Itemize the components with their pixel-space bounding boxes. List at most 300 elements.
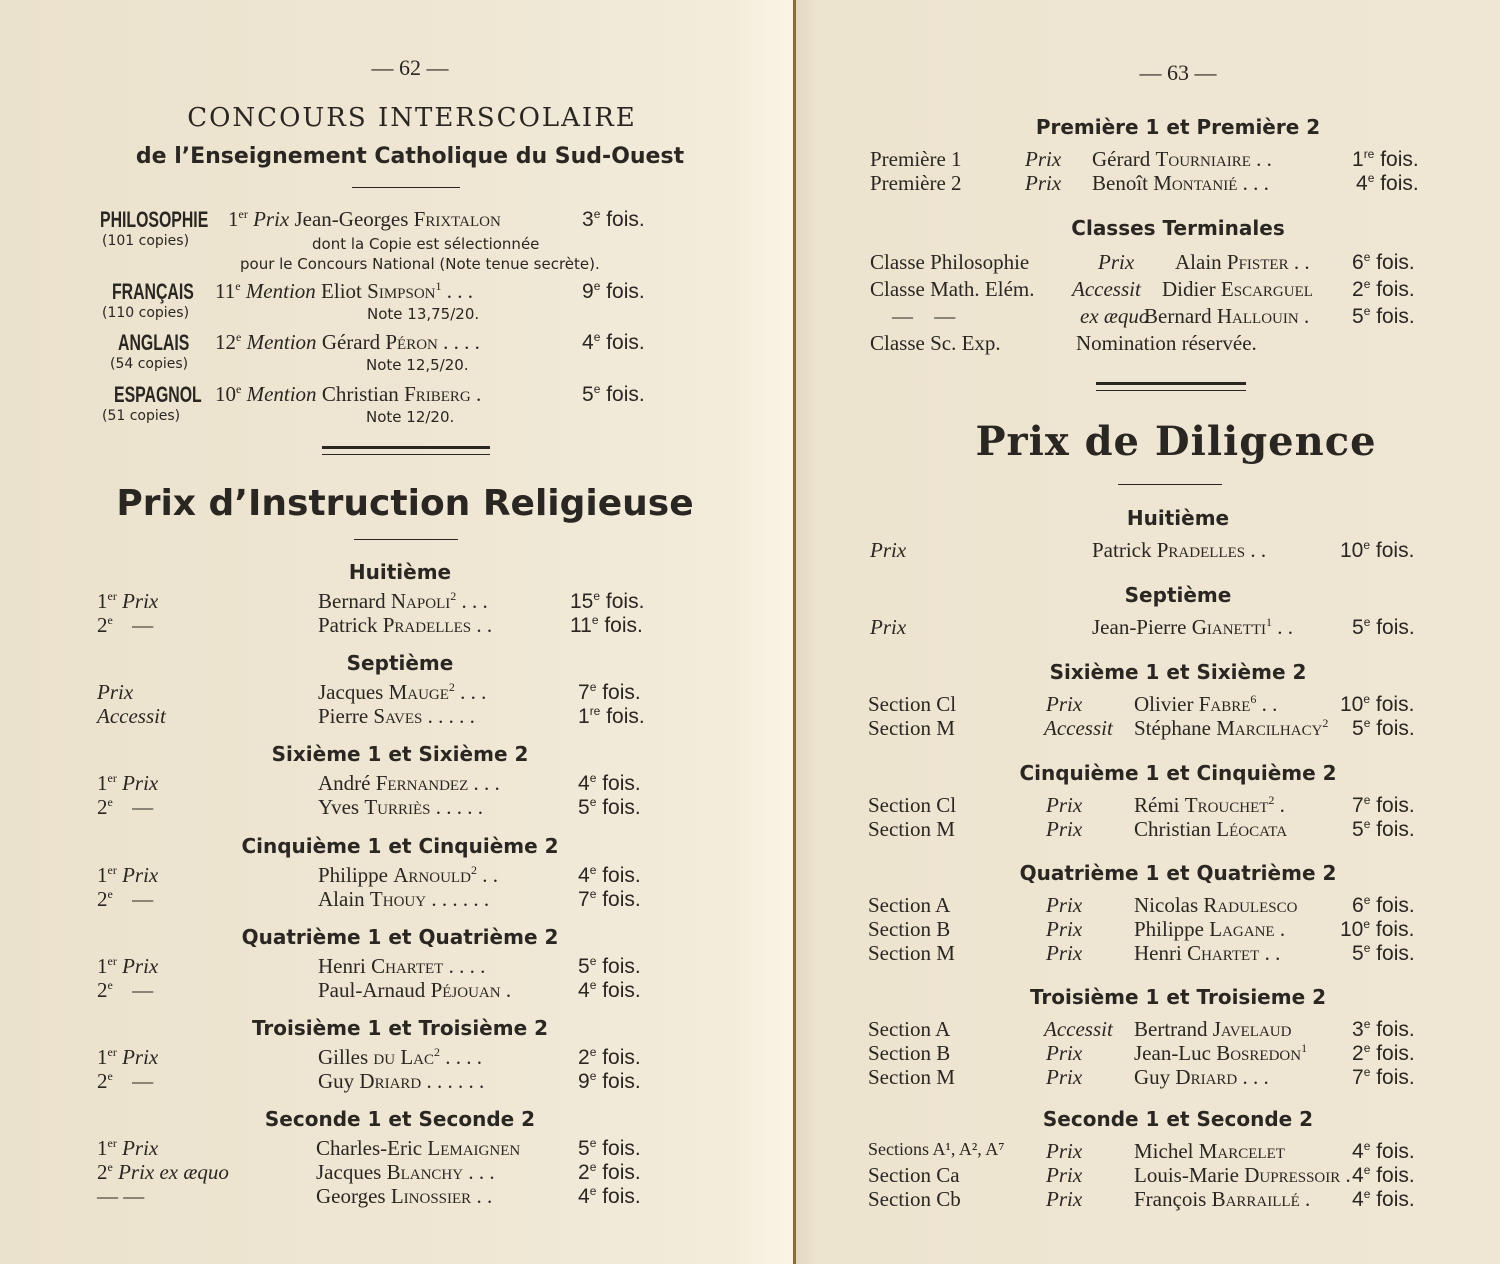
section-heading: Cinquième 1 et Cinquième 2 — [241, 834, 559, 858]
rank: 1 — [97, 863, 108, 887]
page-number: — 63 — — [1139, 60, 1217, 85]
count-suffix: re — [1363, 147, 1375, 161]
award-label — [97, 1045, 158, 1070]
fois-label: fois. — [602, 1137, 641, 1160]
count: 4 — [578, 772, 590, 795]
award-label — [97, 1184, 144, 1209]
rank: 2 — [97, 1069, 108, 1093]
section-heading: Sixième 1 et Sixième 2 — [271, 742, 529, 766]
count-suffix: e — [1363, 793, 1371, 807]
count-suffix: re — [589, 704, 601, 718]
count-suffix: e — [589, 863, 597, 877]
last-name: Fabre — [1198, 692, 1251, 716]
last-name: Simpson — [367, 279, 436, 303]
footnote-ref: 1 — [1266, 615, 1273, 629]
rank-suffix: e — [107, 978, 113, 992]
grade-note: Note 12/20. — [366, 408, 455, 426]
fois-label: fois. — [1376, 1066, 1415, 1089]
times-awarded — [1352, 1139, 1415, 1164]
times-awarded — [1352, 1065, 1415, 1090]
award-label — [97, 887, 153, 912]
leader-dots: . . . — [468, 1160, 495, 1184]
fois-label: fois. — [605, 590, 645, 613]
count: 3 — [582, 208, 594, 231]
last-name: Radulesco — [1203, 893, 1298, 917]
times-awarded — [1352, 250, 1415, 275]
rank: 2 — [97, 613, 108, 637]
section-heading: Quatrième 1 et Quatrième 2 — [1019, 861, 1337, 885]
last-name: Driard — [1175, 1065, 1238, 1089]
footnote-ref: 1 — [435, 279, 442, 293]
first-name: Gilles — [318, 1045, 369, 1069]
award-label — [97, 1160, 229, 1185]
leader-dots: . . . — [1242, 1065, 1269, 1089]
award: Accessit — [97, 704, 166, 728]
count: 2 — [578, 1046, 590, 1069]
award: — — [132, 795, 154, 819]
first-name: Georges — [316, 1184, 386, 1208]
first-name: Guy — [318, 1069, 355, 1093]
last-name: Gianetti — [1191, 615, 1267, 639]
leader-dots: . . . — [446, 279, 474, 303]
first-name: Stéphane — [1134, 716, 1211, 740]
fois-label: fois. — [1376, 942, 1415, 965]
diligence-title: Prix de Diligence — [975, 418, 1377, 465]
count-suffix: e — [1363, 277, 1371, 291]
class-label: Première 2 — [870, 171, 962, 195]
page-63 — [796, 0, 1500, 1264]
award: Prix — [870, 615, 907, 639]
fois-label: fois. — [602, 979, 641, 1002]
last-name: Hallouin — [1216, 304, 1299, 328]
award-label — [97, 589, 158, 614]
count-suffix: e — [1363, 941, 1371, 955]
count: 10 — [1340, 539, 1364, 562]
count-suffix: e — [1363, 692, 1371, 706]
concours-subtitle: de l’Enseignement Catholique du Sud-Ouest — [135, 144, 685, 169]
fois-label: fois. — [602, 1161, 641, 1184]
last-name: Dupressoir — [1244, 1163, 1341, 1187]
first-name: Patrick — [1092, 538, 1152, 562]
count-suffix: e — [1363, 1041, 1371, 1055]
last-name: Blanchy — [386, 1160, 464, 1184]
first-name: Michel — [1134, 1139, 1194, 1163]
subject-label — [118, 330, 217, 356]
section-label: Section M — [868, 1065, 955, 1089]
student-name — [318, 954, 485, 979]
fois-label: fois. — [1376, 794, 1415, 817]
section-heading: Seconde 1 et Seconde 2 — [1042, 1107, 1314, 1131]
count: 4 — [578, 1185, 590, 1208]
count-suffix: e — [589, 978, 597, 992]
rank-suffix: er — [107, 589, 117, 603]
first-name: Christian — [1134, 817, 1211, 841]
first-name: Gérard — [321, 330, 381, 354]
award-label — [97, 680, 133, 705]
subject: ANGLAIS — [118, 330, 190, 355]
last-name: Turriès — [364, 795, 431, 819]
copy-note: dont la Copie est sélectionnée — [312, 235, 540, 253]
fois-label: fois. — [1376, 278, 1415, 301]
grade-note: Note 13,75/20. — [367, 305, 480, 323]
count: 1 — [578, 705, 590, 728]
award: Prix — [1046, 1065, 1083, 1089]
section-label: Section A — [868, 1017, 951, 1041]
student-name — [1134, 817, 1287, 842]
last-name: Linossier — [390, 1184, 472, 1208]
section-label: Section M — [868, 817, 955, 841]
first-name: Charles-Eric — [316, 1136, 423, 1160]
section-heading: Quatrième 1 et Quatrième 2 — [241, 925, 559, 949]
times-awarded — [1352, 941, 1415, 966]
count: 5 — [1352, 305, 1364, 328]
first-name: Benoît — [1092, 171, 1148, 195]
award-line — [215, 330, 480, 355]
student-name — [1134, 1163, 1351, 1188]
first-name: Eliot — [321, 279, 362, 303]
times-awarded — [1352, 147, 1419, 172]
count-suffix: e — [593, 589, 601, 603]
first-name: Louis-Marie — [1134, 1163, 1239, 1187]
student-name — [1134, 1065, 1269, 1090]
award-label — [97, 863, 158, 888]
award: Prix — [1046, 1187, 1083, 1211]
first-name: Nicolas — [1134, 893, 1199, 917]
leader-dots: . . . . — [448, 954, 486, 978]
rank: 1 — [97, 589, 108, 613]
footnote-ref: 2 — [1322, 716, 1329, 730]
leader-dots: . . . . . . — [431, 887, 490, 911]
first-name: Bertrand — [1134, 1017, 1208, 1041]
fois-label: fois. — [1380, 172, 1419, 195]
fois-label: fois. — [1376, 818, 1415, 841]
copy-note: pour le Concours National (Note tenue secrète). — [240, 255, 600, 273]
count-suffix: e — [1363, 917, 1371, 931]
student-name — [1144, 304, 1309, 329]
double-divider — [322, 446, 490, 455]
count: 3 — [1352, 1018, 1364, 1041]
count: 4 — [1352, 1140, 1364, 1163]
divider — [354, 539, 458, 540]
student-name — [318, 863, 498, 888]
times-awarded — [578, 680, 641, 705]
leader-dots: . . — [1261, 692, 1278, 716]
section-heading: Huitième — [348, 560, 452, 584]
count-suffix: e — [589, 954, 597, 968]
count: 2 — [1352, 278, 1364, 301]
count-suffix: e — [1363, 1065, 1371, 1079]
count-suffix: e — [1363, 893, 1371, 907]
first-name: Philippe — [318, 863, 389, 887]
count: 5 — [578, 796, 590, 819]
times-awarded — [570, 589, 644, 614]
leader-dots: . . . . . — [427, 704, 475, 728]
count-suffix: e — [593, 330, 601, 344]
award: ex æquo — [1080, 304, 1150, 328]
section-heading: Classes Terminales — [1071, 216, 1285, 240]
copies-count: (54 copies) — [110, 356, 189, 372]
award: Accessit — [1044, 1017, 1113, 1041]
rank: 1 — [97, 954, 108, 978]
divider — [352, 187, 460, 188]
award: Prix — [1098, 250, 1135, 274]
times-awarded — [570, 613, 643, 638]
footnote-ref: 2 — [1268, 793, 1275, 807]
count: 5 — [1352, 942, 1364, 965]
award-label — [97, 978, 153, 1003]
section-heading: Première 1 et Première 2 — [1035, 115, 1321, 139]
award: Prix — [253, 207, 290, 231]
footnote-ref: 2 — [448, 680, 455, 694]
award: Prix — [1046, 1041, 1083, 1065]
section-heading: Septième — [346, 651, 454, 675]
section-label: Section Cl — [868, 793, 957, 817]
first-name: Pierre — [318, 704, 369, 728]
rank-suffix: e — [235, 279, 241, 293]
count-suffix: e — [589, 887, 597, 901]
first-name: Bernard — [1144, 304, 1212, 328]
section-label: Sections A¹, A², A⁷ — [868, 1139, 1005, 1159]
count: 4 — [1352, 1188, 1364, 1211]
fois-label: fois. — [1376, 616, 1415, 639]
student-name — [318, 1069, 484, 1094]
rank-suffix: er — [107, 954, 117, 968]
leader-dots: . . . . . . — [426, 1069, 485, 1093]
count-suffix: e — [591, 613, 599, 627]
count: 9 — [578, 1070, 590, 1093]
rank: 1 — [228, 207, 239, 231]
fois-label: fois. — [1376, 1164, 1415, 1187]
student-name — [1134, 1017, 1291, 1042]
student-name — [318, 978, 511, 1003]
section-label: Section M — [868, 716, 955, 740]
last-name: Bosredon — [1216, 1041, 1302, 1065]
rank: 2 — [97, 1160, 108, 1184]
first-name: Jean-Luc — [1134, 1041, 1211, 1065]
leader-dots: . . — [1293, 250, 1310, 274]
first-name: François — [1134, 1187, 1207, 1211]
student-name — [318, 613, 492, 638]
fois-label: fois. — [602, 864, 641, 887]
student-name — [316, 1184, 492, 1209]
leader-dots: . . . — [1242, 171, 1269, 195]
footnote-ref: 6 — [1250, 692, 1257, 706]
last-name: Péron — [385, 330, 438, 354]
first-name: Jacques — [318, 680, 384, 704]
count: 4 — [578, 979, 590, 1002]
times-awarded — [1352, 1041, 1415, 1066]
award-line — [228, 207, 501, 232]
leader-dots: . . — [1256, 147, 1272, 171]
count: 5 — [578, 1137, 590, 1160]
times-awarded — [582, 330, 645, 355]
last-name: Trouchet — [1184, 793, 1269, 817]
count-suffix: e — [589, 1160, 597, 1174]
count-suffix: e — [1363, 817, 1371, 831]
first-name: André — [318, 771, 371, 795]
times-awarded — [578, 1136, 641, 1161]
student-name — [316, 1160, 495, 1185]
leader-dots: . — [1303, 304, 1310, 328]
student-name — [318, 795, 483, 820]
student-name — [1134, 917, 1285, 942]
last-name: Mauge — [388, 680, 449, 704]
subject-label — [112, 279, 226, 305]
section-label: Section B — [868, 1041, 951, 1065]
rank: 1 — [97, 1045, 108, 1069]
award-line — [215, 382, 481, 407]
fois-label: fois. — [602, 888, 641, 911]
times-awarded — [1352, 1187, 1415, 1212]
count: 2 — [1352, 1042, 1364, 1065]
award: Prix — [97, 680, 134, 704]
rank-suffix: e — [107, 1160, 113, 1174]
count-suffix: e — [589, 771, 597, 785]
last-name: Péjouan — [430, 978, 501, 1002]
first-name: Jean-Georges — [294, 207, 409, 231]
last-name: Chartet — [371, 954, 444, 978]
grade-note: Note 12,5/20. — [366, 356, 469, 374]
rank: 1 — [97, 1136, 108, 1160]
award: Prix — [870, 538, 907, 562]
count-suffix: e — [1363, 250, 1371, 264]
count: 15 — [570, 590, 594, 613]
count: 9 — [582, 280, 594, 303]
award: Prix — [1046, 793, 1083, 817]
first-name: Jacques — [316, 1160, 382, 1184]
last-name: Tourniaire — [1155, 147, 1251, 171]
award: Accessit — [1044, 716, 1113, 740]
rank: — — — [97, 1184, 145, 1208]
student-name — [1134, 1139, 1285, 1164]
times-awarded — [1352, 1017, 1415, 1042]
copies-count: (51 copies) — [102, 408, 181, 424]
leader-dots: . — [476, 382, 482, 406]
count-suffix: e — [1363, 1017, 1371, 1031]
count-suffix: e — [589, 1069, 597, 1083]
first-name: Rémi — [1134, 793, 1180, 817]
rank-suffix: er — [107, 863, 117, 877]
count: 5 — [1352, 818, 1364, 841]
count: 6 — [1352, 894, 1364, 917]
award-label — [97, 613, 153, 638]
fois-label: fois. — [1376, 1018, 1415, 1041]
student-name — [318, 680, 486, 705]
times-awarded — [1340, 692, 1414, 717]
leader-dots: . — [1345, 1163, 1351, 1187]
section-heading: Septième — [1124, 583, 1232, 607]
award: Prix — [1025, 147, 1062, 171]
fois-label: fois. — [1376, 251, 1415, 274]
section-heading: Seconde 1 et Seconde 2 — [264, 1107, 536, 1131]
footnote-ref: 2 — [450, 589, 457, 603]
rank: 2 — [97, 795, 108, 819]
fois-label: fois. — [604, 614, 643, 637]
leader-dots: . . . . . — [435, 795, 483, 819]
last-name: Chartet — [1187, 941, 1260, 965]
times-awarded — [578, 954, 641, 979]
award: Prix — [122, 863, 159, 887]
count-suffix: e — [589, 1045, 597, 1059]
last-name: Saves — [373, 704, 423, 728]
class-label: Classe Math. Elém. — [870, 277, 1035, 301]
award: Prix — [122, 1045, 159, 1069]
times-awarded — [1340, 538, 1414, 563]
fois-label: fois. — [1376, 894, 1415, 917]
award: Mention — [245, 279, 316, 303]
first-name: Bernard — [318, 589, 386, 613]
times-awarded — [578, 1045, 641, 1070]
times-awarded — [578, 887, 641, 912]
rank-suffix: e — [236, 330, 242, 344]
first-name: Henri — [318, 954, 366, 978]
fois-label: fois. — [606, 208, 645, 231]
rank-suffix: e — [107, 1069, 113, 1083]
leader-dots: . . . — [461, 589, 488, 613]
count-suffix: e — [1363, 716, 1371, 730]
class-label: Première 1 — [870, 147, 962, 171]
count-suffix: e — [1363, 1139, 1371, 1153]
count-suffix: e — [589, 1184, 597, 1198]
fois-label: fois. — [602, 772, 641, 795]
rank: 11 — [215, 279, 236, 303]
count-suffix: e — [589, 795, 597, 809]
first-name: Jean-Pierre — [1092, 615, 1187, 639]
student-name — [1134, 793, 1285, 818]
section-heading: Sixième 1 et Sixième 2 — [1049, 660, 1307, 684]
last-name: Frixtalon — [413, 207, 501, 231]
times-awarded — [578, 704, 645, 729]
student-name — [318, 1045, 482, 1070]
award: Prix — [1046, 1139, 1083, 1163]
times-awarded — [1352, 893, 1415, 918]
first-name: Henri — [1134, 941, 1182, 965]
section-label: Section A — [868, 893, 951, 917]
first-name: Gérard — [1092, 147, 1151, 171]
leader-dots: . — [1305, 1187, 1311, 1211]
fois-label: fois. — [1380, 148, 1419, 171]
fois-label: fois. — [602, 955, 641, 978]
award-label — [97, 1136, 158, 1161]
first-name: Paul-Arnaud — [318, 978, 426, 1002]
leader-dots: . . — [476, 613, 493, 637]
rank: 2 — [97, 978, 108, 1002]
times-awarded — [578, 771, 641, 796]
page-number: — 62 — — [371, 55, 449, 80]
first-name: Guy — [1134, 1065, 1171, 1089]
fois-label: fois. — [606, 280, 645, 303]
count-suffix: e — [1367, 171, 1375, 185]
section-label: Section Cl — [868, 692, 957, 716]
student-name — [1134, 1041, 1307, 1066]
count: 11 — [570, 614, 592, 637]
count: 5 — [578, 955, 590, 978]
religion-title: Prix d’Instruction Religieuse — [116, 483, 694, 524]
student-name — [318, 704, 475, 729]
award: — — [132, 978, 154, 1002]
fois-label: fois. — [606, 383, 645, 406]
student-name — [318, 771, 500, 796]
student-name — [1175, 250, 1310, 275]
count: 5 — [1352, 616, 1364, 639]
award: Prix — [122, 1136, 159, 1160]
leader-dots: . — [1279, 793, 1285, 817]
last-name: Marcilhacy — [1216, 716, 1323, 740]
count-suffix: e — [1363, 1187, 1371, 1201]
last-name: du Lac — [373, 1045, 435, 1069]
award: Prix — [1046, 917, 1083, 941]
award: Mention — [246, 330, 317, 354]
